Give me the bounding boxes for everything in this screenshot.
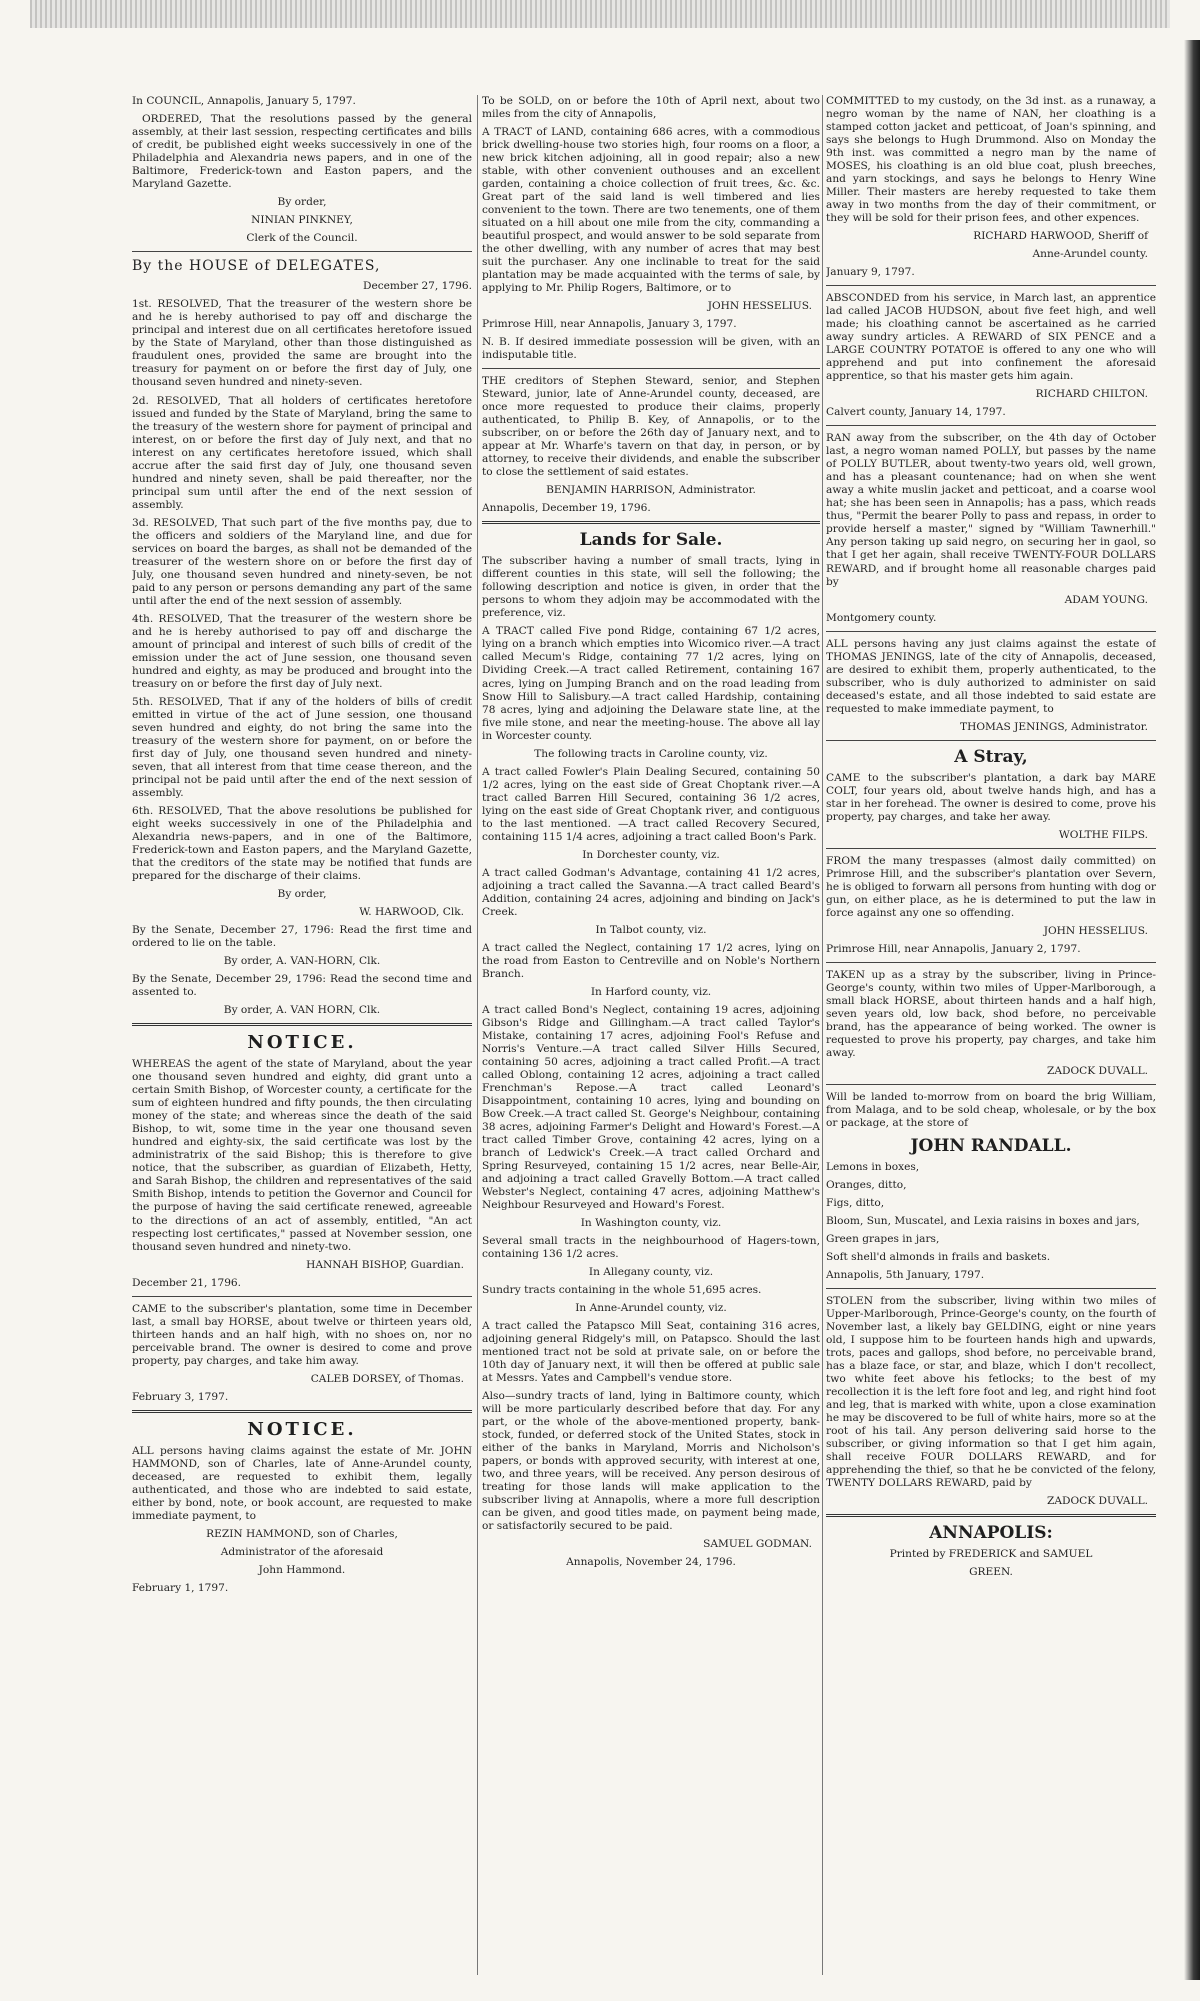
- goods-item: Lemons in boxes,: [826, 1160, 920, 1173]
- creditors-notice: THE creditors of Stephen Steward, senior, and Stephen Steward, junior, late of Anne-Arundel county, deceased, are once more requested to produce their claims, properly authenticated, to Philip B. Key, of Annapolis, or to the subscriber, on or before the 26th day of January next, and to appear at Mr. Wharfe's tavern on that day, in person, or by attorney, to receive their dividends, and enable the subscriber to close the settlement of said estates.: [482, 375, 820, 479]
- divider: [132, 1410, 472, 1413]
- lands-heading: Lands for Sale.: [579, 530, 723, 551]
- creditors-date: Annapolis, December 19, 1796.: [482, 502, 651, 515]
- divider: [826, 1288, 1156, 1289]
- column-right: [826, 95, 1156, 1975]
- stray-notice: CAME to the subscriber's plantation, a dark bay MARE COLT, four years old, about twelve hands high, and has a star in her forehead. The owner is desired to come, prove his property, pay charges, and take her away.: [826, 771, 1156, 823]
- horse-date: February 3, 1797.: [132, 1390, 229, 1403]
- hammond-date: February 1, 1797.: [132, 1581, 229, 1594]
- goods-item: Bloom, Sun, Muscatel, and Lexia raisins in boxes and jars,: [826, 1214, 1140, 1227]
- column-rule: [822, 95, 823, 1975]
- lands-talbot: A tract called the Neglect, containing 17 1/2 acres, lying on the road from Easton to Centreville and on Noble's Northern Branch.: [482, 941, 820, 980]
- goods-item: Green grapes in jars,: [826, 1232, 940, 1245]
- committed-notice: COMMITTED to my custody, on the 3d inst. as a runaway, a negro woman by the name of NAN, her cloathing is a stamped cotton jacket and petticoat, of Joan's spinning, and says she belongs to Hugh Drummond. Also on Monday the 9th inst. was committed a negro man by the name of MOSES, his cloathing is an old blue coat, plush breeches, and yarn stockings, and says he belongs to Henry Wine Miller. Their masters are hereby requested to take them away in two months from the day of their commitment, or they will be sold for their prison fees, and other expences.: [826, 95, 1156, 225]
- divider: [132, 251, 472, 252]
- sale-place: Primrose Hill, near Annapolis, January 3, 1797.: [482, 318, 737, 331]
- imprint-printers: Printed by FREDERICK and SAMUEL: [889, 1548, 1093, 1561]
- column-middle: [482, 95, 820, 1975]
- divider: [482, 521, 820, 524]
- divider: [826, 425, 1156, 426]
- sale-signature: JOHN HESSELIUS.: [707, 300, 812, 313]
- trespass-signature: JOHN HESSELIUS.: [1043, 924, 1148, 937]
- lands-allegany-heading: In Allegany county, viz.: [588, 1266, 714, 1279]
- senate-by-1: By order, A. VAN-HORN, Clk.: [223, 955, 381, 968]
- stray-heading: A Stray,: [954, 746, 1028, 767]
- randall-name: JOHN RANDALL.: [910, 1135, 1072, 1156]
- absconded-date: Calvert county, January 14, 1797.: [826, 406, 1006, 419]
- lands-washington-heading: In Washington county, viz.: [580, 1217, 722, 1230]
- divider: [132, 1296, 472, 1297]
- jenings-notice: ALL persons having any just claims against the estate of THOMAS JENINGS, late of the city of Annapolis, deceased, are desired to exhibit them, properly authenticated, to the subscriber, who is duly authorized to administer on said deceased's estate, and all those indebted to said estate are requested to make immediate payment, to: [826, 637, 1156, 715]
- randall-date: Annapolis, 5th January, 1797.: [826, 1268, 985, 1281]
- lands-talbot-heading: In Talbot county, viz.: [595, 923, 707, 936]
- senate-note-1: By the Senate, December 27, 1796: Read the first time and ordered to lie on the table.: [132, 924, 472, 950]
- bishop-signature: HANNAH BISHOP, Guardian.: [306, 1258, 464, 1271]
- divider: [826, 1084, 1156, 1085]
- council-by: By order,: [277, 196, 327, 209]
- bishop-notice: WHEREAS the agent of the state of Maryland, about the year one thousand seven hundred and eighty, did grant unto a certain Smith Bishop, of Worcester county, a certificate for the sum of eighteen hundred and fifty pounds, the then circulating money of the state; and whereas since the death of the said Bishop, to wit, some time in the year one thousand seven hundred and eighty-six, the said certificate was lost by the administratrix of the said Bishop; this is therefore to give notice, that the subscriber, as guardian of Elizabeth, Hetty, and Sarah Bishop, the children and representatives of the said Smith Bishop, intends to petition the Governor and Council for the purpose of having the said certificate renewed, agreeable to the directions of an act of assembly, entitled, "An act respecting lost certificates," passed at November session, one thousand seven hundred and ninety-two.: [132, 1058, 472, 1253]
- creditors-signature: BENJAMIN HARRISON, Administrator.: [546, 484, 756, 497]
- council-order: ORDERED, That the resolutions passed by the general assembly, at their last session, respecting certificates and bills of credit, be published eight weeks successively in one of the Philadelphia and Alexandria news papers, and in one of the Baltimore, Frederick-town and Easton papers, and the Maryland Gazette.: [132, 113, 472, 191]
- lands-harford: A tract called Bond's Neglect, containing 19 acres, adjoining Gibson's Ridge and Gillingham.—A tract called Taylor's Mistake, containing 17 acres, adjoining Fool's Refuse and Norris's Venture.—A tract called Silver Hills Secured, containing 50 acres, adjoining a tract called Profit.—A tract called Oblong, containing 12 acres, adjoining a tract called Frenchman's Repose.—A tract called Leonard's Disappointment, containing 10 acres, lying and bounding on Bow Creek.—A tract called St. George's Neighbour, containing 38 acres, adjoining Farmer's Delight and Howard's Forest.—A tract called Timber Grove, containing 42 acres, lying on a branch of Ledwick's Creek.—A tract called Orchard and Spring Resurveyed, containing 15 1/2 acres, near Belle-Air, and adjoining a tract called Gravelly Bottom.—A tract called Webster's Neglect, containing 47 acres, adjoining Matthew's Neighbour Resurveyed and Howard's Forest.: [482, 1003, 820, 1212]
- notice-heading: NOTICE.: [247, 1032, 357, 1054]
- sale-heading: To be SOLD, on or before the 10th of April next, about two miles from the city of Annapolis,: [482, 95, 820, 121]
- hammond-notice: ALL persons having claims against the estate of Mr. JOHN HAMMOND, son of Charles, late of Anne-Arundel county, deceased, are requested to exhibit them, legally authenticated, and those who are indebted to said estate, either by bond, note, or book account, are requested to make immediate payment, to: [132, 1444, 472, 1522]
- lands-washington: Several small tracts in the neighbourhood of Hagers-town, containing 136 1/2 acres.: [482, 1235, 820, 1261]
- column-rule: [477, 95, 478, 1975]
- trespass-place: Primrose Hill, near Annapolis, January 2, 1797.: [826, 942, 1081, 955]
- lands-also: Also—sundry tracts of land, lying in Baltimore county, which will be more particularly described before that day. For any part, or the whole of the above-mentioned property, bank-stock, funded, or deferred stock of the United States, stock in either of the banks in Maryland, Morris and Nicholson's papers, or bonds with approved security, with interest at one, two, and three years, will be received. Any person desirous of treating for those lands will make application to the subscriber living at Annapolis, where a more full description can be given, and good titles made, on payment being made, or satisfactorily secured to be paid.: [482, 1390, 820, 1533]
- binding-shadow: [1184, 40, 1200, 1980]
- runaway-signature: ADAM YOUNG.: [1064, 593, 1148, 606]
- lands-anne-heading: In Anne-Arundel county, viz.: [575, 1302, 727, 1315]
- column-left: [132, 95, 472, 1975]
- divider: [826, 1514, 1156, 1517]
- council-heading: In COUNCIL, Annapolis, January 5, 1797.: [132, 95, 356, 107]
- divider: [826, 962, 1156, 963]
- horse-signature: CALEB DORSEY, of Thomas.: [310, 1372, 464, 1385]
- lands-caroline-heading: The following tracts in Caroline county, viz.: [534, 747, 768, 760]
- lands-worcester: A TRACT called Five pond Ridge, containing 67 1/2 acres, lying on a branch which empties into Wicomico river.—A tract called Mecum's Ridge, containing 77 1/2 acres, lying on Dividing Creek.—A tract called Retirement, containing 167 acres, lying on Jumping Branch and on the road leading from Snow Hill to Salisbury.—A tract called Hardship, containing 78 acres, lying and adjoining the Delaware state line, at the five mile stone, and near the meeting-house. The above all lay in Worcester county.: [482, 625, 820, 742]
- bishop-date: December 21, 1796.: [132, 1276, 242, 1289]
- goods-item: Soft shell'd almonds in frails and baskets.: [826, 1250, 1051, 1263]
- goods-item: Oranges, ditto,: [826, 1178, 907, 1191]
- goods-item: Figs, ditto,: [826, 1196, 885, 1209]
- committed-county: Anne-Arundel county.: [1032, 248, 1148, 261]
- council-signer: NINIAN PINKNEY,: [251, 214, 353, 227]
- landed-notice: Will be landed to-morrow from on board the brig William, from Malaga, and to be sold cheap, wholesale, or by the box or package, at the store of: [826, 1090, 1156, 1129]
- divider: [826, 848, 1156, 849]
- lands-date: Annapolis, November 24, 1796.: [566, 1556, 736, 1569]
- committed-signature: RICHARD HARWOOD, Sheriff of: [973, 230, 1148, 243]
- sale-text: A TRACT of LAND, containing 686 acres, with a commodious brick dwelling-house two stories high, four rooms on a floor, a new brick kitchen adjoining, all in good repair; also a new stable, with other convenient outhouses and an excellent garden, containing a choice collection of fruit trees, &c. &c. Great part of the said land is well timbered and lies convenient to the town. There are two tenements, one of them situated on a hill about one mile from the city, commanding a beautiful prospect, and would answer to be sold separate from the other dwelling, with any number of acres that may best suit the purchaser. Any one inclinable to treat for the said plantation may be made acquainted with the terms of sale, by applying to Mr. Philip Rogers, Baltimore, or to: [482, 126, 820, 295]
- runaway-notice: RAN away from the subscriber, on the 4th day of October last, a negro woman named POLLY, but passes by the name of POLLY BUTLER, about twenty-two years old, well grown, and has a pleasant countenance; had on when she went away a white muslin jacket and petticoat, and a coarse wool hat; she has been seen in Annapolis; has a pass, which reads thus, "Permit the bearer Polly to pass and repass, in order to provide herself a master," signed by "William Tawnerhill." Any person taking up said negro, on securing her in gaol, so that I get her again, shall receive TWENTY-FOUR DOLLARS REWARD, and if brought home all reasonable charges paid by: [826, 432, 1156, 588]
- resolution-5: 5th. RESOLVED, That if any of the holders of bills of credit emitted in virtue of the act of June session, one thousand seven hundred and eighty, do not bring the same into the treasury of the western shore for payment, on or before the first day of July, one thousand seven hundred and ninety-seven, that all interest from that time cease thereon, and the principal not be paid until after the end of the next session of assembly.: [132, 695, 472, 799]
- hammond-role: Administrator of the aforesaid: [220, 1545, 384, 1558]
- committed-date: January 9, 1797.: [826, 266, 915, 279]
- res-clerk: W. HARWOOD, Clk.: [359, 906, 464, 919]
- lands-dorchester-heading: In Dorchester county, viz.: [582, 848, 720, 861]
- imprint-name: GREEN.: [969, 1566, 1013, 1579]
- divider: [482, 368, 820, 369]
- lands-signature: SAMUEL GODMAN.: [703, 1538, 812, 1551]
- resolution-3: 3d. RESOLVED, That such part of the five months pay, due to the officers and soldiers of the Maryland line, and due for services on board the barges, as shall not be demanded of the treasurer of the western shore on or before the first day of July, one thousand seven hundred and ninety-seven, be not paid to any person or persons demanding any part of the same until after the end of the next session of assembly.: [132, 516, 472, 607]
- resolution-6: 6th. RESOLVED, That the above resolutions be published for eight weeks successively in one of the Philadelphia and Alexandria news-papers, and in one of the Baltimore, Frederick-town and Easton papers, and the Maryland Gazette, that the creditors of the state may be notified that funds are prepared for the discharge of their claims.: [132, 804, 472, 883]
- absconded-signature: RICHARD CHILTON.: [1035, 388, 1148, 401]
- divider: [826, 285, 1156, 286]
- lands-intro: The subscriber having a number of small tracts, lying in different counties in this state, will sell the following; the following description and notice is given, in order that the persons to whom they adjoin may be accommodated with the preference, viz.: [482, 555, 820, 620]
- horse-notice: CAME to the subscriber's plantation, some time in December last, a small bay HORSE, about twelve or thirteen years old, thirteen hands and an half high, with no shoes on, nor no perceivable brand. The owner is desired to come and prove property, pay charges, and take him away.: [132, 1302, 472, 1367]
- torn-top-edge: [30, 0, 1170, 28]
- taken-notice: TAKEN up as a stray by the subscriber, living in Prince-George's county, within two miles of Upper-Marlborough, a small black HORSE, about thirteen hands and a half high, seven years old, low back, shod before, no perceivable brand, has the appearance of being worked. The owner is requested to prove his property, pay charges, and take him away.: [826, 968, 1156, 1059]
- absconded-notice: ABSCONDED from his service, in March last, an apprentice lad called JACOB HUDSON, about five feet high, and well made; his cloathing cannot be ascertained as he carried away sundry articles. A REWARD of SIX PENCE and a LARGE COUNTRY POTATOE is offered to any one who will apprehend and put into confinement the aforesaid apprentice, so that his master gets him again.: [826, 292, 1156, 383]
- divider: [132, 1023, 472, 1026]
- trespass-notice: FROM the many trespasses (almost daily committed) on Primrose Hill, and the subscriber's plantation over Severn, he is obliged to forwarn all persons from hunting with dog or gun, on either place, as he is determined to put the law in force against any one so offending.: [826, 854, 1156, 919]
- taken-signature: ZADOCK DUVALL.: [1046, 1064, 1148, 1077]
- hammond-name: John Hammond.: [258, 1563, 346, 1576]
- resolution-2: 2d. RESOLVED, That all holders of certificates heretofore issued and funded by the State of Maryland, bring the same to the treasury of the western shore for payment of principal and interest, on or before the first day of July next, and that no interest on any certificates heretofore issued, which shall accrue after the said first day of July, one thousand seven hundred and ninety seven, shall be paid thereafter, nor the principal sum until after the end of the next session of assembly.: [132, 394, 472, 511]
- lands-anne: A tract called the Patapsco Mill Seat, containing 316 acres, adjoining general Ridgely's mill, on Patapsco. Should the last mentioned tract not be sold at private sale, on or before the 10th day of January next, it will then be offered at public sale at Messrs. Yates and Campbell's vendue store.: [482, 1320, 820, 1385]
- lands-dorchester: A tract called Godman's Advantage, containing 41 1/2 acres, adjoining a tract called the Savanna.—A tract called Beard's Addition, containing 24 acres, adjoining and binding on Jack's Creek.: [482, 866, 820, 918]
- divider: [826, 740, 1156, 741]
- jenings-signature: THOMAS JENINGS, Administrator.: [960, 720, 1148, 733]
- house-heading: By the HOUSE of DELEGATES,: [132, 258, 381, 275]
- senate-note-2: By the Senate, December 29, 1796: Read the second time and assented to.: [132, 973, 472, 999]
- lands-allegany: Sundry tracts containing in the whole 51,695 acres.: [482, 1284, 762, 1297]
- divider: [826, 631, 1156, 632]
- stolen-notice: STOLEN from the subscriber, living within two miles of Upper-Marlborough, Prince-George's county, on the fourth of November last, a likely bay GELDING, eight or nine years old, I suppose him to be fourteen hands high and upwards, trots, paces and gallops, shod before, no perceivable brand, has a blaze face, or star, and blaze, which I don't recollect, two white feet above his fetlocks; to the best of my recollection it is the left fore foot and leg, and right hind foot and leg, that is marked with white, upon a close examination he may be discovered to be full of white hairs, more so at the root of his tail. Any person delivering said horse to the subscriber, or giving information so that I get him again, shall receive FOUR DOLLARS REWARD, and for apprehending the thief, so that he be convicted of the felony, TWENTY DOLLARS REWARD, paid by: [826, 1294, 1156, 1490]
- house-date: December 27, 1796.: [362, 280, 472, 293]
- sale-nb: N. B. If desired immediate possession will be given, with an indisputable title.: [482, 336, 820, 362]
- res-by: By order,: [277, 888, 327, 901]
- resolution-4: 4th. RESOLVED, That the treasurer of the western shore be and he is hereby authorised to pay off and discharge the amount of principal and interest of such bills of credit of the emission under the act of June session, one thousand seven hundred and eighty, as may be produced and brought into the treasury on or before the first day of July next.: [132, 612, 472, 690]
- stolen-signature: ZADOCK DUVALL.: [1046, 1495, 1148, 1508]
- senate-by-2: By order, A. VAN HORN, Clk.: [223, 1004, 381, 1017]
- resolution-1: 1st. RESOLVED, That the treasurer of the western shore be and he is hereby authorised to pay off and discharge the principal and interest due on all certificates heretofore issued by the State of Maryland, other than those distinguished as fraudulent ones, provided the same are brought into the treasury for payment on or before the first day of July, one thousand seven hundred and ninety-seven.: [132, 298, 472, 389]
- stray-signature: WOLTHE FILPS.: [1058, 828, 1148, 841]
- runaway-county: Montgomery county.: [826, 611, 937, 624]
- council-role: Clerk of the Council.: [246, 232, 358, 245]
- notice-heading-2: NOTICE.: [247, 1418, 357, 1440]
- lands-caroline: A tract called Fowler's Plain Dealing Secured, containing 50 1/2 acres, lying on the east side of Great Choptank river.—A tract called Barren Hill Secured, containing 36 1/2 acres, lying on the east side of Great Choptank river, and contiguous to the last mentioned. —A tract called Recovery Secured, containing 115 1/4 acres, adjoining a tract called Boon's Park.: [482, 765, 820, 843]
- hammond-signature: REZIN HAMMOND, son of Charles,: [206, 1527, 398, 1540]
- imprint-city: ANNAPOLIS:: [929, 1523, 1053, 1544]
- lands-harford-heading: In Harford county, viz.: [590, 985, 712, 998]
